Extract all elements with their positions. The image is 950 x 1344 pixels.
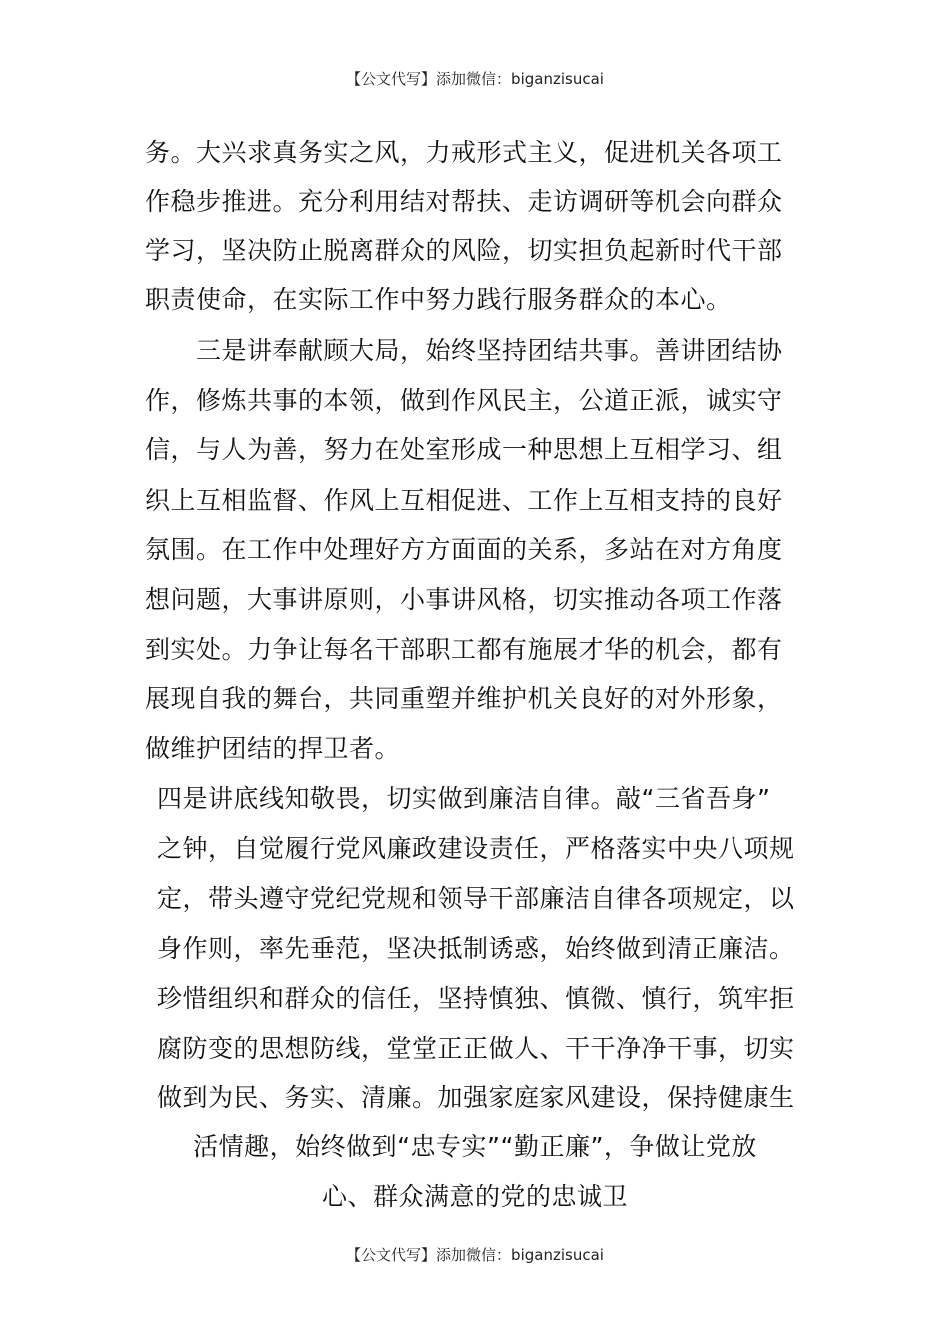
body-line: 心、群众满意的党的忠诚卫 <box>321 1182 628 1211</box>
body-line: 作稳步推进。充分利用结对帮扶、走访调研等机会向群众 <box>145 187 783 216</box>
page-header-watermark: 【公文代写】添加微信：biganzisucai <box>346 70 604 88</box>
body-line: 学习，坚决防止脱离群众的风险，切实担负起新时代干部 <box>145 236 783 265</box>
body-line: 四是讲底线知敬畏，切实做到廉洁自律。敲“三省吾身” <box>157 784 771 813</box>
body-line: 信，与人为善，努力在处室形成一种思想上互相学习、组 <box>145 435 783 464</box>
body-line: 身作则，率先垂范，坚决抵制诱惑，始终做到清正廉洁。 <box>157 934 795 963</box>
body-line: 做维护团结的捍卫者。 <box>145 734 401 763</box>
body-line: 务。大兴求真务实之风，力戒形式主义，促进机关各项工 <box>145 138 783 167</box>
body-line: 珍惜组织和群众的信任，坚持慎独、慎微、慎行，筑牢拒 <box>157 984 795 1013</box>
body-line: 定，带头遵守党纪党规和领导干部廉洁自律各项规定，以 <box>157 884 795 913</box>
body-line: 到实处。力争让每名干部职工都有施展才华的机会，都有 <box>145 635 783 664</box>
body-line: 活情趣，始终做到“忠专实”“勤正廉”，争做让党放 <box>193 1132 757 1161</box>
body-line: 之钟，自觉履行党风廉政建设责任，严格落实中央八项规 <box>157 834 795 863</box>
body-line: 织上互相监督、作风上互相促进、工作上互相支持的良好 <box>145 486 783 515</box>
body-line: 腐防变的思想防线，堂堂正正做人、干干净净干事，切实 <box>157 1034 795 1063</box>
body-line: 氛围。在工作中处理好方方面面的关系，多站在对方角度 <box>145 535 783 564</box>
body-line: 做到为民、务实、清廉。加强家庭家风建设，保持健康生 <box>157 1083 795 1112</box>
body-line: 想问题，大事讲原则，小事讲风格，切实推动各项工作落 <box>145 585 783 614</box>
body-line: 职责使命，在实际工作中努力践行服务群众的本心。 <box>145 285 732 314</box>
page-footer-watermark: 【公文代写】添加微信：biganzisucai <box>346 1246 604 1264</box>
body-line: 三是讲奉献顾大局，始终坚持团结共事。善讲团结协 <box>196 336 783 365</box>
body-line: 展现自我的舞台，共同重塑并维护机关良好的对外形象， <box>145 684 783 713</box>
body-line: 作，修炼共事的本领，做到作风民主，公道正派，诚实守 <box>145 386 783 415</box>
